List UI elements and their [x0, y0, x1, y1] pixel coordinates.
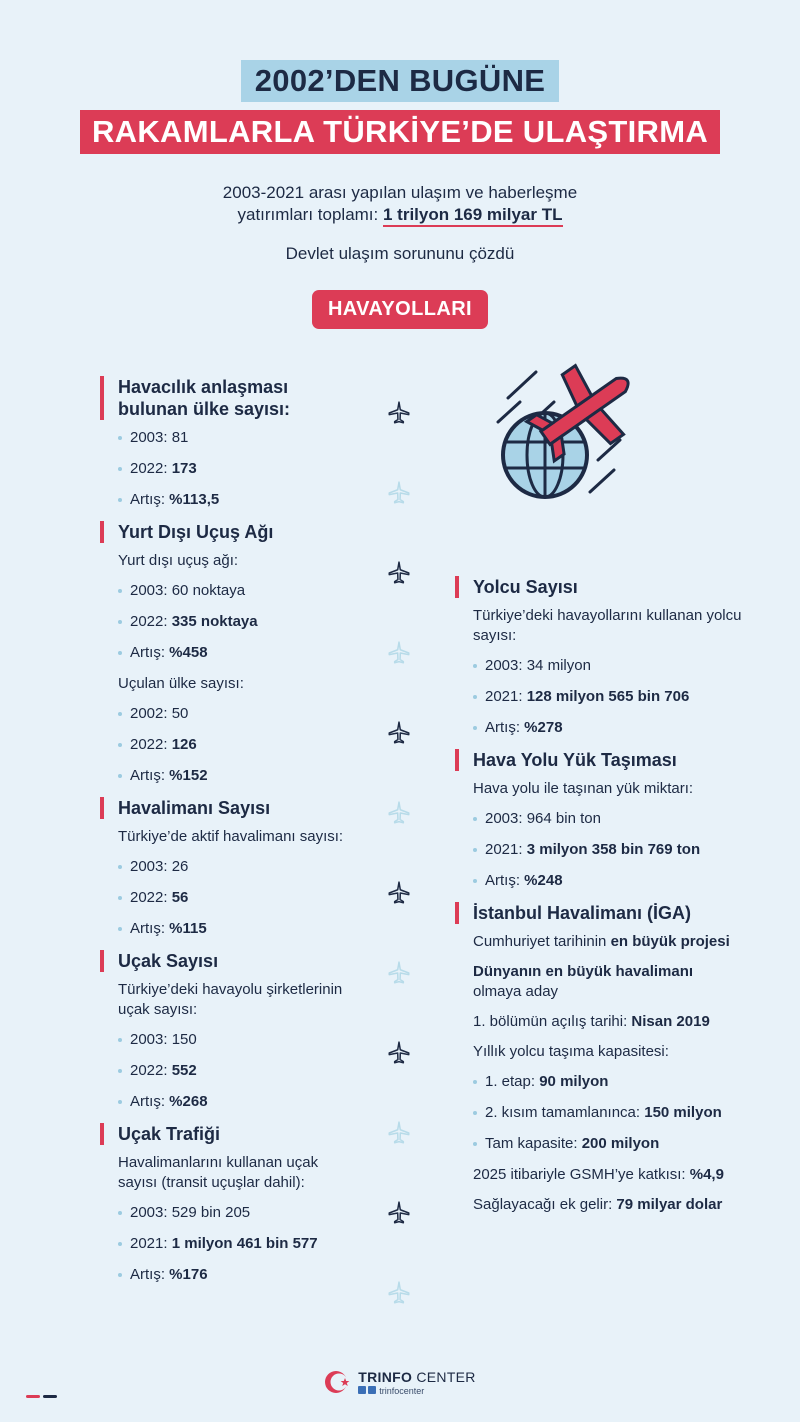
list-item-label: 2021: — [485, 841, 527, 858]
plane-icon — [386, 1200, 412, 1231]
iga-heading: İstanbul Havalimanı (İGA) — [455, 902, 745, 924]
list-item-value: 335 noktaya — [171, 613, 258, 630]
iga-p6-text: Sağlayacağı ek gelir: — [473, 1196, 617, 1213]
list-item — [455, 718, 745, 738]
list-item-label: Tam kapasite: — [485, 1135, 582, 1152]
intro-line2 — [0, 204, 800, 226]
list-item-label: 2003: — [130, 1031, 172, 1048]
yurtdisi-block — [100, 521, 350, 786]
page-title-line1: 2002’DEN BUGÜNE — [241, 60, 559, 102]
list-item-value: %278 — [524, 719, 563, 736]
havalimani-list — [100, 857, 350, 939]
list-item-label: 2003: — [130, 858, 172, 875]
list-item-label: Artış: — [130, 767, 170, 784]
list-item — [100, 459, 350, 479]
list-item — [455, 687, 745, 707]
havacilik-block — [100, 376, 350, 510]
havacilik-heading: Havacılık anlaşması bulunan ülke sayısı: — [100, 376, 350, 420]
iga-p2 — [455, 962, 745, 1002]
list-item-value: 150 milyon — [644, 1104, 722, 1121]
list-item — [100, 1234, 350, 1254]
list-item-value: %248 — [524, 872, 563, 889]
list-item-value: 50 — [171, 705, 189, 722]
list-item — [455, 1103, 745, 1123]
yurtdisi-list2 — [100, 704, 350, 786]
list-item-value: %113,5 — [169, 491, 220, 508]
list-item-label: 1. etap: — [485, 1073, 540, 1090]
iga-p1-text: Cumhuriyet tarihinin — [473, 933, 611, 950]
iga-p1 — [455, 932, 745, 952]
list-item-value: 1 milyon 461 bin 577 — [171, 1235, 318, 1252]
list-item-label: 2003: — [485, 657, 527, 674]
brand-name-light: CENTER — [412, 1368, 476, 1385]
trafik-block — [100, 1123, 350, 1285]
list-item-value: 90 milyon — [539, 1073, 609, 1090]
yolcu-desc: Türkiye’deki havayollarını kullanan yolcu sayısı: — [473, 607, 742, 644]
brand-handle — [358, 1386, 475, 1396]
list-item-label: Artış: — [130, 491, 170, 508]
yurtdisi-heading: Yurt Dışı Uçuş Ağı — [100, 521, 350, 543]
crescent-star-icon — [324, 1368, 352, 1396]
list-item — [100, 919, 350, 939]
list-item-label: 2022: — [130, 889, 172, 906]
list-item-value: 173 — [171, 460, 197, 477]
list-item — [455, 809, 745, 829]
iga-block — [455, 902, 745, 1215]
title-block — [0, 60, 800, 154]
list-item-value: 552 — [171, 1062, 197, 1079]
social-icon-2 — [368, 1386, 376, 1394]
intro-highlight-total: 1 trilyon 169 milyar TL — [383, 205, 563, 227]
iga-p2-bold: Dünyanın en büyük havalimanı — [473, 963, 694, 980]
plane-icon — [386, 560, 412, 591]
list-item-value: %268 — [169, 1093, 208, 1110]
left-column — [100, 376, 350, 1296]
list-item-value: 60 noktaya — [171, 582, 246, 599]
list-item-label: Artış: — [130, 920, 170, 937]
iga-p5-bold: %4,9 — [689, 1166, 724, 1183]
list-item — [100, 428, 350, 448]
plane-icon — [386, 480, 412, 511]
section-header-wrap — [0, 290, 800, 329]
list-item-value: 529 bin 205 — [171, 1204, 251, 1221]
plane-icon — [386, 720, 412, 751]
iga-p5-text: 2025 itibariyle GSMH’ye katkısı: — [473, 1166, 690, 1183]
intro-line1: 2003-2021 arası yapılan ulaşım ve haberleşme — [222, 183, 578, 202]
list-item — [455, 656, 745, 676]
plane-icon — [386, 960, 412, 991]
list-item — [100, 1030, 350, 1050]
list-item — [455, 1072, 745, 1092]
brand-logo — [324, 1368, 475, 1396]
list-item-value: 126 — [171, 736, 197, 753]
yuk-desc: Hava yolu ile taşınan yük miktarı: — [473, 780, 694, 797]
iga-p6-bold: 79 milyar dolar — [616, 1196, 723, 1213]
plane-icon — [386, 1120, 412, 1151]
list-item-value: %115 — [169, 920, 207, 937]
havacilik-list — [100, 428, 350, 510]
list-item-label: 2022: — [130, 613, 172, 630]
yolcu-list — [455, 656, 745, 738]
list-item-label: 2. kısım tamamlanınca: — [485, 1104, 645, 1121]
intro-line3: Devlet ulaşım sorununu çözdü — [285, 244, 515, 263]
list-item-label: 2021: — [485, 688, 527, 705]
footer — [0, 1368, 800, 1401]
iga-p3-bold: Nisan 2019 — [631, 1013, 710, 1030]
list-item-value: 150 — [171, 1031, 197, 1048]
iga-p5 — [455, 1165, 745, 1185]
list-item — [100, 888, 350, 908]
list-item — [100, 1203, 350, 1223]
social-icon — [358, 1386, 366, 1394]
brand-name-bold: TRINFO — [358, 1368, 413, 1385]
ucak-block — [100, 950, 350, 1112]
list-item — [455, 840, 745, 860]
list-item-value: %176 — [169, 1266, 208, 1283]
brand-handle-text: trinfocenter — [379, 1385, 425, 1396]
list-item-value: 26 — [171, 858, 189, 875]
plane-icon — [386, 800, 412, 831]
list-item-label: 2022: — [130, 736, 172, 753]
list-item-label: 2003: — [130, 1204, 172, 1221]
trafik-list — [100, 1203, 350, 1285]
list-item — [100, 643, 350, 663]
plane-icon — [386, 640, 412, 671]
iga-p3-text: 1. bölümün açılış tarihi: — [473, 1013, 632, 1030]
plane-icon — [386, 400, 412, 431]
page-title-line2: RAKAMLARLA TÜRKİYE’DE ULAŞTIRMA — [80, 110, 720, 154]
trafik-heading: Uçak Trafiği — [100, 1123, 350, 1145]
yuk-block — [455, 749, 745, 891]
list-item — [455, 871, 745, 891]
yurtdisi-desc2: Uçulan ülke sayısı: — [118, 675, 244, 692]
list-item-label: 2022: — [130, 460, 172, 477]
list-item-value: 34 milyon — [526, 657, 591, 674]
iga-p4: Yıllık yolcu taşıma kapasitesi: — [473, 1043, 669, 1060]
right-column — [455, 576, 745, 1225]
list-item — [100, 857, 350, 877]
list-item — [100, 1265, 350, 1285]
list-item-label: 2021: — [130, 1235, 172, 1252]
list-item-label: Artış: — [130, 644, 170, 661]
iga-list — [455, 1072, 745, 1154]
list-item — [100, 1092, 350, 1112]
list-item-label: 2002: — [130, 705, 172, 722]
yurtdisi-desc1: Yurt dışı uçuş ağı: — [118, 552, 239, 569]
list-item-label: Artış: — [130, 1266, 170, 1283]
brand-name — [358, 1369, 475, 1385]
iga-p6 — [455, 1195, 745, 1215]
trafik-desc: Havalimanlarını kullanan uçak sayısı (transit uçuşlar dahil): — [118, 1154, 319, 1191]
list-item-value: 964 bin ton — [526, 810, 601, 827]
yuk-list — [455, 809, 745, 891]
list-item-value: 200 milyon — [581, 1135, 660, 1152]
list-item — [100, 581, 350, 601]
iga-p3 — [455, 1012, 745, 1032]
list-item-label: 2022: — [130, 1062, 172, 1079]
section-header: HAVAYOLLARI — [312, 290, 488, 329]
list-item-label: 2003: — [130, 429, 172, 446]
iga-p2-text: olmaya aday — [473, 983, 559, 1000]
plane-icon — [386, 1040, 412, 1071]
list-item — [100, 766, 350, 786]
list-item-value: 81 — [171, 429, 189, 446]
yolcu-heading: Yolcu Sayısı — [455, 576, 745, 598]
yurtdisi-list1 — [100, 581, 350, 663]
ucak-heading: Uçak Sayısı — [100, 950, 350, 972]
iga-p1-bold: en büyük projesi — [610, 933, 730, 950]
plane-icon — [386, 1280, 412, 1311]
list-item-value: 56 — [171, 889, 189, 906]
plane-icon — [386, 880, 412, 911]
yolcu-block — [455, 576, 745, 738]
decor-bars — [26, 1394, 60, 1400]
list-item — [100, 490, 350, 510]
list-item — [100, 612, 350, 632]
list-item-value: %152 — [169, 767, 208, 784]
list-item-label: Artış: — [485, 719, 525, 736]
list-item-label: Artış: — [130, 1093, 170, 1110]
list-item-value: 3 milyon 358 bin 769 ton — [526, 841, 701, 858]
list-item — [100, 1061, 350, 1081]
ucak-desc: Türkiye’deki havayolu şirketlerinin uçak sayısı: — [118, 981, 343, 1018]
havalimani-desc: Türkiye’de aktif havalimanı sayısı: — [118, 828, 344, 845]
list-item-value: 128 milyon 565 bin 706 — [526, 688, 690, 705]
havalimani-block — [100, 797, 350, 939]
ucak-list — [100, 1030, 350, 1112]
list-item — [100, 735, 350, 755]
list-item-label: Artış: — [485, 872, 525, 889]
list-item-label: 2003: — [485, 810, 527, 827]
list-item-value: %458 — [169, 644, 208, 661]
list-item — [100, 704, 350, 724]
list-item-label: 2003: — [130, 582, 172, 599]
yuk-heading: Hava Yolu Yük Taşıması — [455, 749, 745, 771]
intro-line2-prefix: yatırımları toplamı: — [237, 205, 383, 224]
intro-text — [0, 182, 800, 226]
globe-plane-icon — [490, 360, 650, 510]
havalimani-heading: Havalimanı Sayısı — [100, 797, 350, 819]
list-item — [455, 1134, 745, 1154]
